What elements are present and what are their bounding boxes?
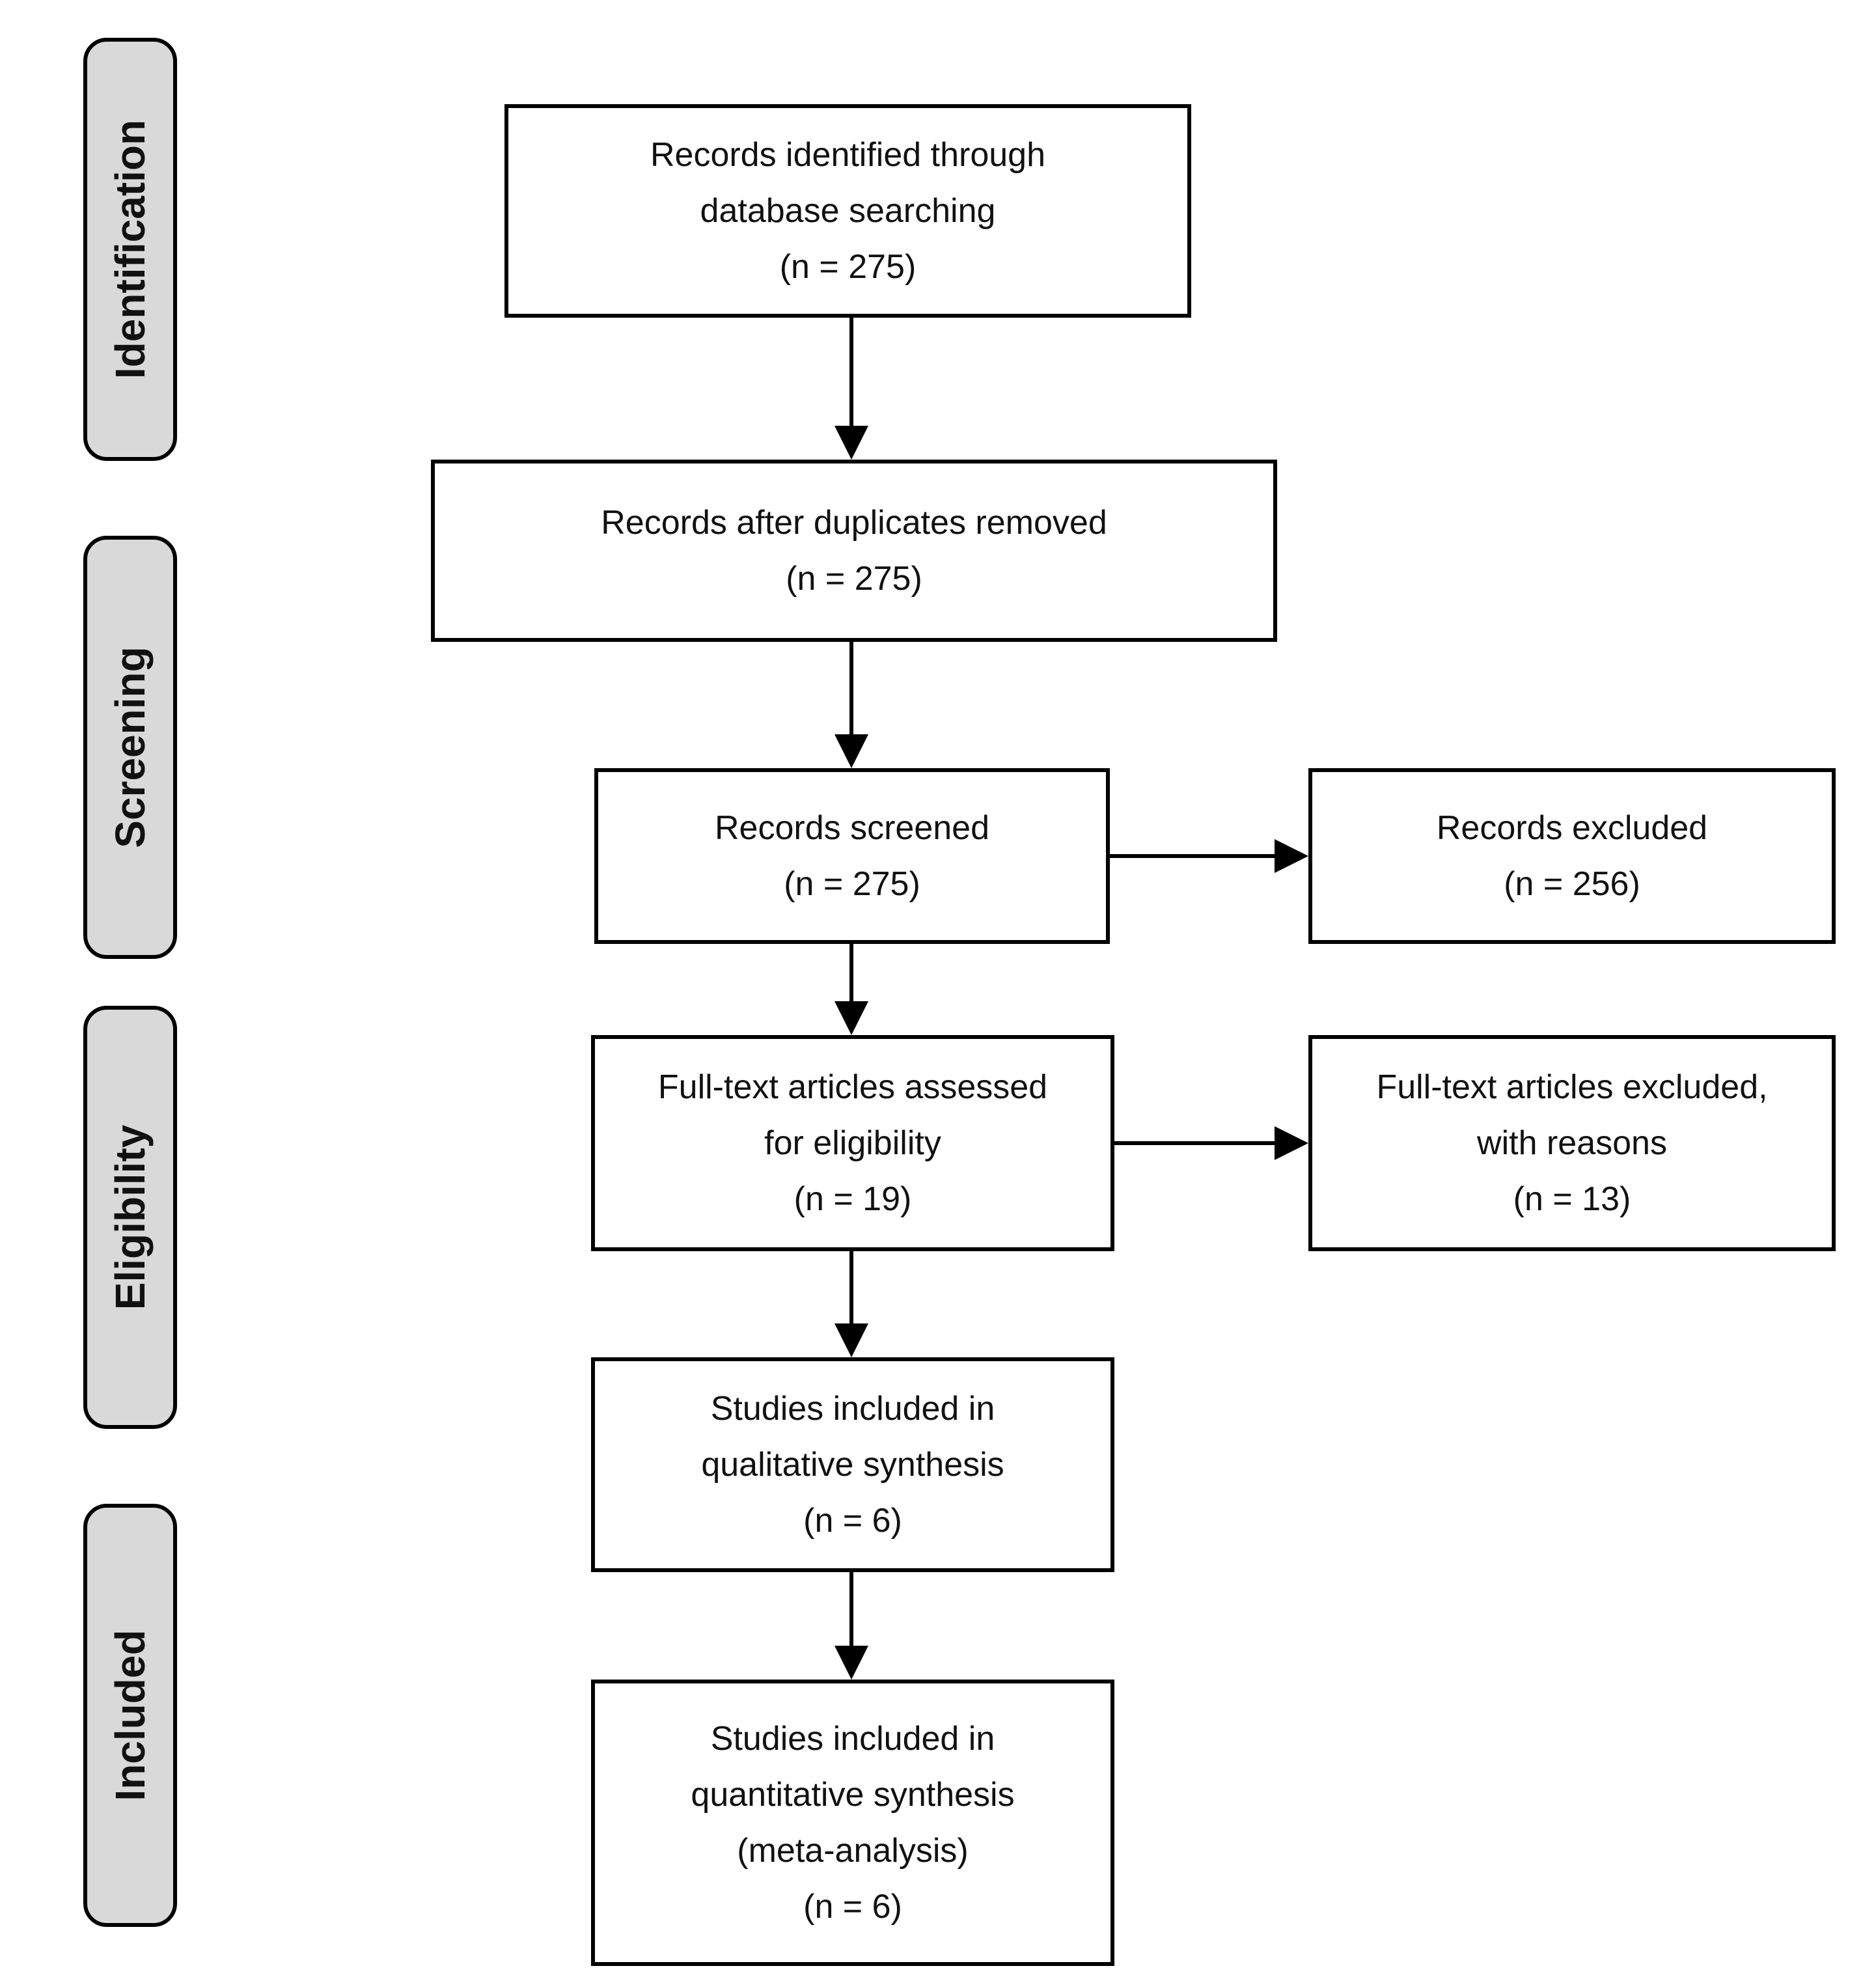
- connector-identified-to-duplicates: [849, 318, 853, 426]
- box-fulltext-assessed-count: (n = 19): [793, 1180, 912, 1218]
- connector-fulltext-to-qualitative: [849, 1251, 853, 1323]
- arrowhead-right-icon: [1275, 1126, 1308, 1160]
- arrowhead-right-icon: [1275, 839, 1308, 873]
- box-quantitative-synthesis-line-3: (meta-analysis): [737, 1832, 969, 1870]
- arrowhead-down-icon: [835, 1323, 868, 1357]
- box-quantitative-synthesis-line-2: quantitative synthesis: [691, 1776, 1015, 1814]
- arrowhead-down-icon: [835, 734, 868, 768]
- box-records-identified: [504, 104, 1191, 318]
- box-records-screened: [594, 768, 1110, 944]
- arrowhead-down-icon: [835, 1646, 868, 1680]
- box-qualitative-synthesis-line-1: Studies included in: [710, 1390, 995, 1428]
- box-quantitative-synthesis-count: (n = 6): [803, 1888, 902, 1926]
- stage-identification: [83, 38, 177, 461]
- box-records-excluded: [1308, 768, 1836, 944]
- stage-screening-label: Screening: [107, 646, 154, 848]
- box-records-identified-line-1: Records identified through: [650, 136, 1046, 174]
- stage-eligibility: [83, 1006, 177, 1429]
- stage-screening: [83, 536, 177, 959]
- stage-included-label: Included: [107, 1629, 154, 1801]
- box-records-identified-line-2: database searching: [700, 192, 996, 230]
- connector-duplicates-to-screened: [849, 642, 853, 734]
- box-records-identified-count: (n = 275): [779, 248, 917, 286]
- connector-screened-to-fulltext: [849, 944, 853, 1001]
- box-qualitative-synthesis-line-2: qualitative synthesis: [701, 1446, 1004, 1484]
- box-qualitative-synthesis-count: (n = 6): [803, 1502, 902, 1540]
- box-duplicates-removed-line-1: Records after duplicates removed: [601, 504, 1107, 542]
- box-duplicates-removed-count: (n = 275): [786, 560, 922, 598]
- box-records-excluded-line-1: Records excluded: [1436, 809, 1708, 847]
- arrowhead-down-icon: [835, 1001, 868, 1035]
- box-fulltext-excluded-line-1: Full-text articles excluded,: [1376, 1068, 1768, 1106]
- box-duplicates-removed: [431, 460, 1277, 642]
- stage-eligibility-label: Eligibility: [107, 1124, 154, 1310]
- box-quantitative-synthesis: [591, 1680, 1114, 1966]
- connector-qualitative-to-quantitative: [849, 1572, 853, 1646]
- box-fulltext-assessed: [591, 1035, 1114, 1251]
- arrowhead-down-icon: [835, 426, 868, 460]
- box-records-screened-line-1: Records screened: [715, 809, 989, 847]
- box-fulltext-assessed-line-2: for eligibility: [764, 1124, 941, 1162]
- box-fulltext-assessed-line-1: Full-text articles assessed: [657, 1068, 1048, 1106]
- connector-screened-to-excluded: [1110, 854, 1275, 858]
- box-records-screened-count: (n = 275): [784, 865, 920, 903]
- connector-fulltext-to-excluded: [1114, 1141, 1275, 1145]
- box-qualitative-synthesis: [591, 1357, 1114, 1572]
- stage-identification-label: Identification: [107, 119, 154, 380]
- box-fulltext-excluded: [1308, 1035, 1836, 1251]
- box-quantitative-synthesis-line-1: Studies included in: [710, 1720, 995, 1758]
- box-fulltext-excluded-line-2: with reasons: [1477, 1124, 1667, 1162]
- stage-included: [83, 1504, 177, 1927]
- box-records-excluded-count: (n = 256): [1504, 865, 1640, 903]
- box-fulltext-excluded-count: (n = 13): [1513, 1180, 1631, 1218]
